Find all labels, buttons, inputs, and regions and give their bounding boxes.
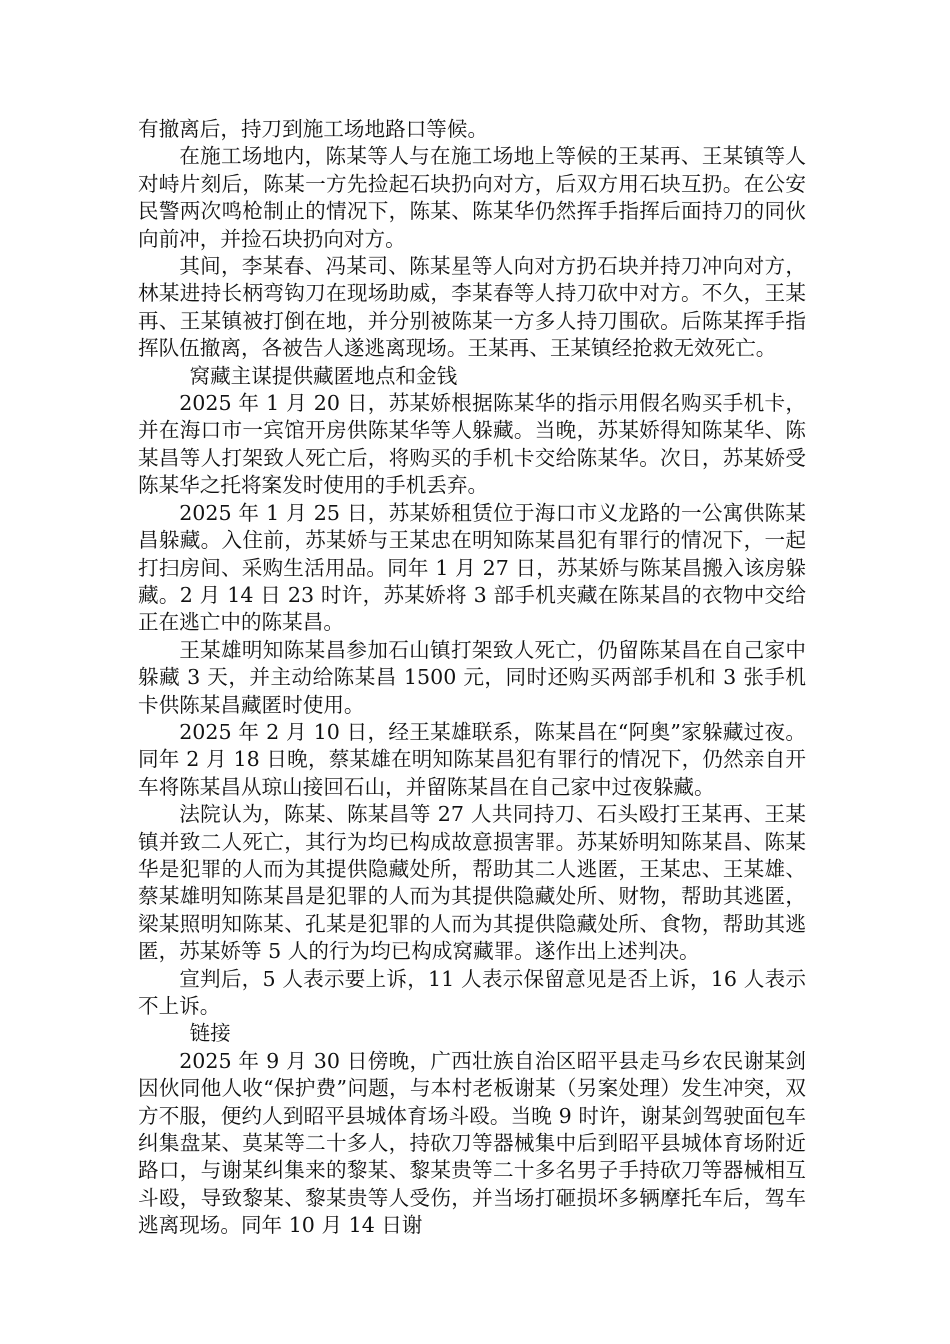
document-page: [138, 116, 806, 1240]
paragraph-court-ruling: 法院认为，陈某、陈某昌等 27 人共同持刀、石头殴打王某再、王某镇并致二人死亡，其行为均已构成故意损害罪。苏某娇明知陈某昌、陈某华是犯罪的人而为其提供隐藏处所，帮助其二人逃匿，王某忠、王某雄、蔡某雄明知陈某昌是犯罪的人而为其提供隐藏处所、财物，帮助其逃匿，梁某照明知陈某、孔某是犯罪的人而为其提供隐藏处所、食物，帮助其逃匿，苏某娇等 5 人的行为均已构成窝藏罪。遂作出上述判决。: [138, 802, 806, 964]
paragraph-jan-25: 2025 年 1 月 25 日，苏某娇租赁位于海口市义龙路的一公寓供陈某昌躲藏。入住前，苏某娇与王某忠在明知陈某昌犯有罪行的情况下，一起打扫房间、采购生活用品。同年 1 月 27 日，苏某娇与陈某昌搬入该房躲藏。2 月 14 日 23 时许，苏某娇将 3 部手机夹藏在陈某昌的衣物中交给正在逃亡中的陈某昌。: [138, 500, 806, 635]
paragraph-standoff: 在施工场地内，陈某等人与在施工场地上等候的王某再、王某镇等人对峙片刻后，陈某一方先捡起石块扔向对方，后双方用石块互扔。在公安民警两次鸣枪制止的情况下，陈某、陈某华仍然挥手指挥后面持刀的同伙向前冲，并捡石块扔向对方。: [138, 144, 806, 251]
paragraph-appeal: 宣判后，5 人表示要上诉，11 人表示保留意见是否上诉，16 人表示不上诉。: [138, 966, 806, 1018]
paragraph-jan-20: 2025 年 1 月 20 日，苏某娇根据陈某华的指示用假名购买手机卡，并在海口市一宾馆开房供陈某华等人躲藏。当晚，苏某娇得知陈某华、陈某昌等人打架致人死亡后，将购买的手机卡交给陈某华。次日，苏某娇受陈某华之托将案发时使用的手机丢弃。: [138, 391, 806, 498]
section-heading: 窝藏主谋提供藏匿地点和金钱: [189, 363, 458, 388]
paragraph-related-case: 2025 年 9 月 30 日傍晚，广西壮族自治区昭平县走马乡农民谢某剑因伙同他人收“保护费”问题，与本村老板谢某（另案处理）发生冲突，双方不服，便约人到昭平县城体育场斗殴。当晚 9 时许，谢某剑驾驶面包车纠集盘某、莫某等二十多人，持砍刀等器械集中后到昭平县城体育场附近路口，与谢某纠集来的黎某、黎某贵等二十多名男子手持砍刀等器械相互斗殴，导致黎某、黎某贵等人受伤，并当场打砸损坏多辆摩托车后，驾车逃离现场。同年 10 月 14 日谢: [138, 1048, 806, 1238]
paragraph-wang-mouxiong: 王某雄明知陈某昌参加石山镇打架致人死亡，仍留陈某昌在自己家中躲藏 3 天，并主动给陈某昌 1500 元，同时还购买两部手机和 3 张手机卡供陈某昌藏匿时使用。: [138, 637, 806, 717]
paragraph-feb-10: 2025 年 2 月 10 日，经王某雄联系，陈某昌在“阿奥”家躲藏过夜。同年 2 月 18 日晚，蔡某雄在明知陈某昌犯有罪行的情况下，仍然亲自开车将陈某昌从琼山接回石山，并留陈某昌在自己家中过夜躲藏。: [138, 719, 806, 799]
link-heading: 链接: [189, 1021, 231, 1046]
paragraph-attack: 其间，李某春、冯某司、陈某星等人向对方扔石块并持刀冲向对方，林某进持长柄弯钩刀在现场助威，李某春等人持刀砍中对方。不久，王某再、王某镇被打倒在地，并分别被陈某一方多人持刀围砍。后陈某挥手指挥队伍撤离，各被告人遂逃离现场。王某再、王某镇经抢救无效死亡。: [138, 254, 806, 361]
continuation-paragraph: 有撤离后，持刀到施工场地路口等候。: [138, 117, 489, 141]
